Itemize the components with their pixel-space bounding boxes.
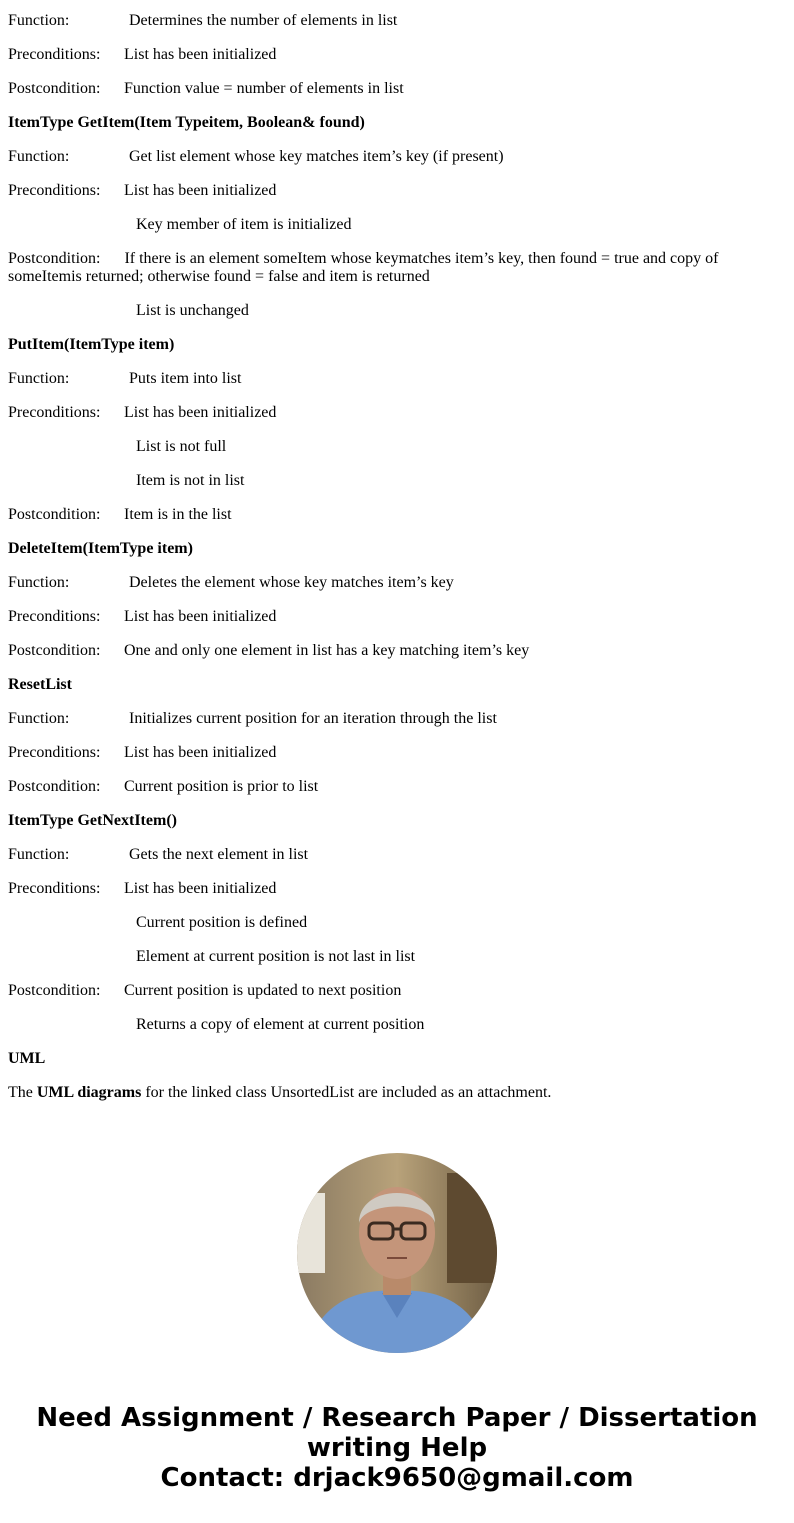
get-item-preconditions-2: Key member of item is initialized [136, 216, 352, 233]
get-next-item-preconditions [8, 880, 277, 898]
get-next-item-postcondition [8, 982, 402, 1000]
length-postcondition [8, 80, 404, 98]
preconditions-label: Preconditions: [8, 744, 101, 761]
preconditions-label: Preconditions: [8, 608, 101, 625]
length-function [8, 12, 398, 30]
get-item-function [8, 148, 504, 166]
reset-list-postcondition [8, 778, 319, 796]
uml-text-prefix: The [8, 1084, 37, 1101]
get-next-item-function [8, 846, 309, 864]
uml-paragraph [8, 1084, 551, 1102]
put-item-preconditions-text: List has been initialized [124, 404, 277, 421]
uml-heading: UML [8, 1050, 46, 1067]
get-item-preconditions [8, 182, 277, 200]
preconditions-label: Preconditions: [8, 880, 101, 897]
get-next-item-postcondition-2: Returns a copy of element at current position [136, 1016, 425, 1033]
length-postcondition-text: Function value = number of elements in list [124, 80, 404, 97]
postcondition-label: Postcondition: [8, 778, 101, 795]
get-next-item-preconditions-text: List has been initialized [124, 880, 277, 897]
function-label: Function: [8, 370, 70, 387]
delete-item-function [8, 574, 454, 592]
put-item-preconditions [8, 404, 277, 422]
put-item-function [8, 370, 242, 388]
preconditions-label: Preconditions: [8, 182, 101, 199]
preconditions-label: Preconditions: [8, 46, 101, 63]
cta-line-1: Need Assignment / Research Paper / Dissertation [36, 1403, 758, 1433]
get-next-item-preconditions-2: Current position is defined [136, 914, 308, 931]
put-item-postcondition [8, 506, 232, 524]
length-preconditions [8, 46, 277, 64]
person-portrait-icon [297, 1153, 497, 1353]
delete-item-postcondition-text: One and only one element in list has a key matching item’s key [124, 642, 530, 659]
put-item-postcondition-text: Item is in the list [124, 506, 232, 523]
postcondition-label: Postcondition: [8, 80, 101, 97]
reset-list-function-text: Initializes current position for an iteration through the list [129, 710, 497, 727]
uml-text-bold: UML diagrams [36, 1084, 142, 1101]
delete-item-postcondition [8, 642, 530, 660]
function-label: Function: [8, 574, 70, 591]
preconditions-label: Preconditions: [8, 404, 101, 421]
get-next-item-heading: ItemType GetNextItem() [8, 812, 177, 829]
delete-item-function-text: Deletes the element whose key matches item’s key [129, 574, 454, 591]
promo-footer [0, 1123, 794, 1523]
get-item-postcondition-2: List is unchanged [136, 302, 249, 319]
contact-banner [0, 1403, 794, 1493]
postcondition-label: Postcondition: [8, 982, 101, 999]
reset-list-preconditions-text: List has been initialized [124, 744, 277, 761]
length-preconditions-text: List has been initialized [124, 46, 277, 63]
length-function-text: Determines the number of elements in list [129, 12, 398, 29]
reset-list-heading: ResetList [8, 676, 72, 693]
put-item-function-text: Puts item into list [129, 370, 242, 387]
author-avatar [297, 1153, 497, 1353]
delete-item-heading: DeleteItem(ItemType item) [8, 540, 193, 557]
get-next-item-function-text: Gets the next element in list [129, 846, 309, 863]
put-item-heading: PutItem(ItemType item) [8, 336, 175, 353]
function-label: Function: [8, 710, 70, 727]
postcondition-label: Postcondition: [8, 250, 101, 267]
get-next-item-postcondition-text: Current position is updated to next position [124, 982, 402, 999]
get-item-postcondition-text: If there is an element someItem whose keymatches item’s key, then found = true and copy of someItemis returned; otherwise found = false and item is returned [8, 250, 719, 285]
cta-line-2: writing Help [306, 1433, 488, 1463]
delete-item-preconditions [8, 608, 277, 626]
function-label: Function: [8, 148, 70, 165]
reset-list-function [8, 710, 497, 728]
postcondition-label: Postcondition: [8, 642, 101, 659]
cta-contact-email[interactable]: Contact: drjack9650@gmail.com [160, 1463, 634, 1493]
put-item-preconditions-2: List is not full [136, 438, 227, 455]
function-label: Function: [8, 846, 70, 863]
get-next-item-preconditions-3: Element at current position is not last in list [136, 948, 416, 965]
get-item-postcondition [8, 250, 728, 286]
reset-list-preconditions [8, 744, 277, 762]
get-item-heading: ItemType GetItem(Item Typeitem, Boolean& found) [8, 114, 365, 131]
uml-text-suffix: for the linked class UnsortedList are included as an attachment. [141, 1084, 552, 1101]
get-item-function-text: Get list element whose key matches item’s key (if present) [129, 148, 504, 165]
postcondition-label: Postcondition: [8, 506, 101, 523]
reset-list-postcondition-text: Current position is prior to list [124, 778, 319, 795]
function-label: Function: [8, 12, 70, 29]
delete-item-preconditions-text: List has been initialized [124, 608, 277, 625]
get-item-preconditions-text: List has been initialized [124, 182, 277, 199]
put-item-preconditions-3: Item is not in list [136, 472, 245, 489]
